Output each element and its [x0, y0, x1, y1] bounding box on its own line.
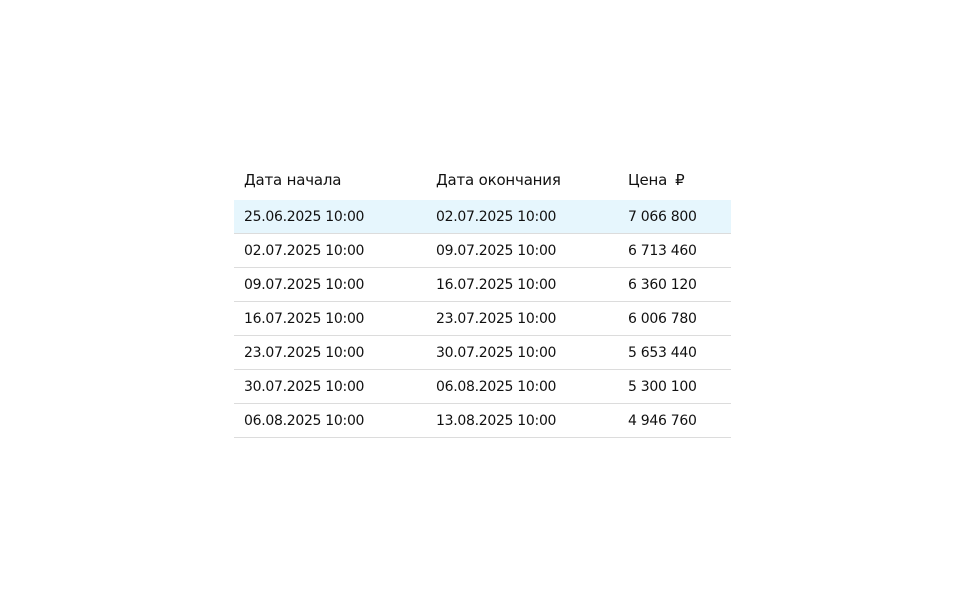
column-header-price: [618, 160, 731, 200]
cell-price: 7 066 800: [618, 200, 731, 234]
cell-start-date: 30.07.2025 10:00: [234, 370, 426, 404]
cell-start-date: 23.07.2025 10:00: [234, 336, 426, 370]
cell-end-date: 09.07.2025 10:00: [426, 234, 618, 268]
cell-end-date: 06.08.2025 10:00: [426, 370, 618, 404]
table-row[interactable]: [234, 370, 731, 404]
table-row[interactable]: [234, 268, 731, 302]
cell-start-date: 02.07.2025 10:00: [234, 234, 426, 268]
cell-price: 6 360 120: [618, 268, 731, 302]
table-body: [234, 200, 731, 438]
cell-start-date: 09.07.2025 10:00: [234, 268, 426, 302]
cell-end-date: 02.07.2025 10:00: [426, 200, 618, 234]
cell-price: 5 653 440: [618, 336, 731, 370]
cell-price: 6 713 460: [618, 234, 731, 268]
cell-price: 4 946 760: [618, 404, 731, 438]
header-row: [234, 160, 731, 200]
table-row[interactable]: [234, 404, 731, 438]
column-header-end-date: Дата окончания: [436, 171, 561, 189]
price-header-label: Цена: [628, 171, 668, 189]
cell-start-date: 06.08.2025 10:00: [234, 404, 426, 438]
cell-end-date: 23.07.2025 10:00: [426, 302, 618, 336]
column-header-start-date: Дата начала: [244, 171, 342, 189]
cell-start-date: 25.06.2025 10:00: [234, 200, 426, 234]
table-row[interactable]: [234, 336, 731, 370]
table-header: [234, 160, 731, 200]
ruble-currency-icon: ₽: [675, 171, 685, 189]
cell-end-date: 30.07.2025 10:00: [426, 336, 618, 370]
cell-price: 5 300 100: [618, 370, 731, 404]
table-row[interactable]: [234, 234, 731, 268]
price-schedule-table: [234, 160, 731, 438]
table-row[interactable]: [234, 302, 731, 336]
cell-price: 6 006 780: [618, 302, 731, 336]
cell-end-date: 16.07.2025 10:00: [426, 268, 618, 302]
cell-start-date: 16.07.2025 10:00: [234, 302, 426, 336]
cell-end-date: 13.08.2025 10:00: [426, 404, 618, 438]
table-row[interactable]: [234, 200, 731, 234]
